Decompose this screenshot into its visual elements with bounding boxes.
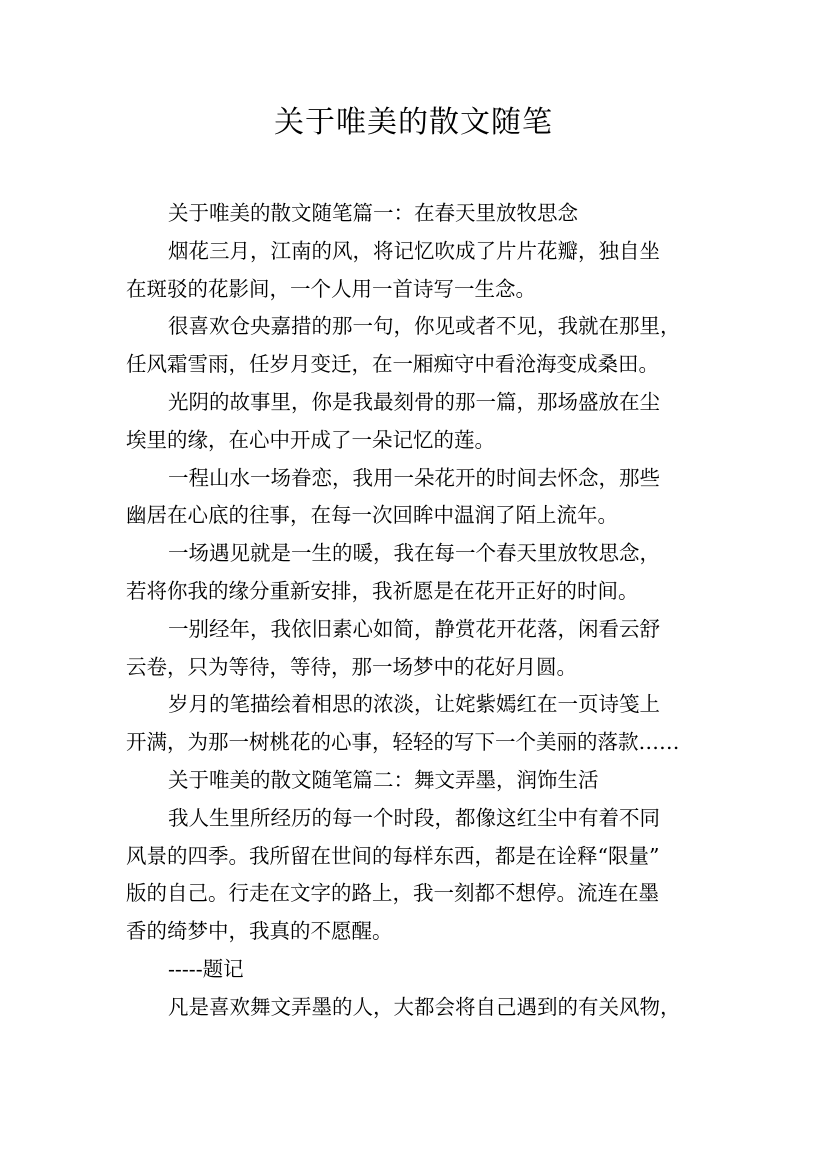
document-title: 关于唯美的散文随笔 [274,105,553,140]
paragraph-line: 一程山水一场眷恋，我用一朵花开的时间去怀念，那些 [168,465,660,490]
paragraph-line: 在斑驳的花影间，一个人用一首诗写一生念。 [126,276,536,301]
paragraph-line: 光阴的故事里，你是我最刻骨的那一篇，那场盛放在尘 [168,389,660,414]
paragraph-line: 很喜欢仓央嘉措的那一句，你见或者不见，我就在那里， [168,314,681,339]
paragraph-line: 一别经年，我依旧素心如简，静赏花开花落，闲看云舒 [168,616,660,641]
paragraph-line: 版的自己。行走在文字的路上，我一刻都不想停。流连在墨 [126,881,659,906]
paragraph-line: 我人生里所经历的每一个时段，都像这红尘中有着不同 [168,805,660,830]
epigraph-line: -----题记 [168,956,244,981]
document-body [126,195,716,1027]
paragraph-line: 岁月的笔描绘着相思的浓淡，让姹紫嫣红在一页诗笺上 [168,692,660,717]
paragraph-line: 任风霜雪雨，任岁月变迁，在一厢痴守中看沧海变成桑田。 [126,352,659,377]
paragraph-line: 开满，为那一树桃花的心事，轻轻的写下一个美丽的落款…… [126,730,680,755]
section-heading-1: 关于唯美的散文随笔篇一：在春天里放牧思念 [168,201,578,225]
section-heading-2: 关于唯美的散文随笔篇二：舞文弄墨，润饰生活 [168,767,599,792]
paragraph-line: 一场遇见就是一生的暖，我在每一个春天里放牧思念， [168,541,660,566]
paragraph-line: 风景的四季。我所留在世间的每样东西，都是在诠释“限量” [126,843,660,868]
paragraph-line: 香的绮梦中，我真的不愿醒。 [126,919,393,944]
paragraph-line: 若将你我的缘分重新安排，我祈愿是在花开正好的时间。 [126,578,639,603]
paragraph-line: 烟花三月，江南的风，将记忆吹成了片片花瓣，独自坐 [168,238,660,263]
paragraph-line: 云卷，只为等待，等待，那一场梦中的花好月圆。 [126,654,577,679]
paragraph-line: 凡是喜欢舞文弄墨的人，大都会将自己遇到的有关风物， [168,994,681,1019]
paragraph-line: 埃里的缘，在心中开成了一朵记忆的莲。 [126,427,495,452]
paragraph-line: 幽居在心底的往事，在每一次回眸中温润了陌上流年。 [126,503,618,528]
